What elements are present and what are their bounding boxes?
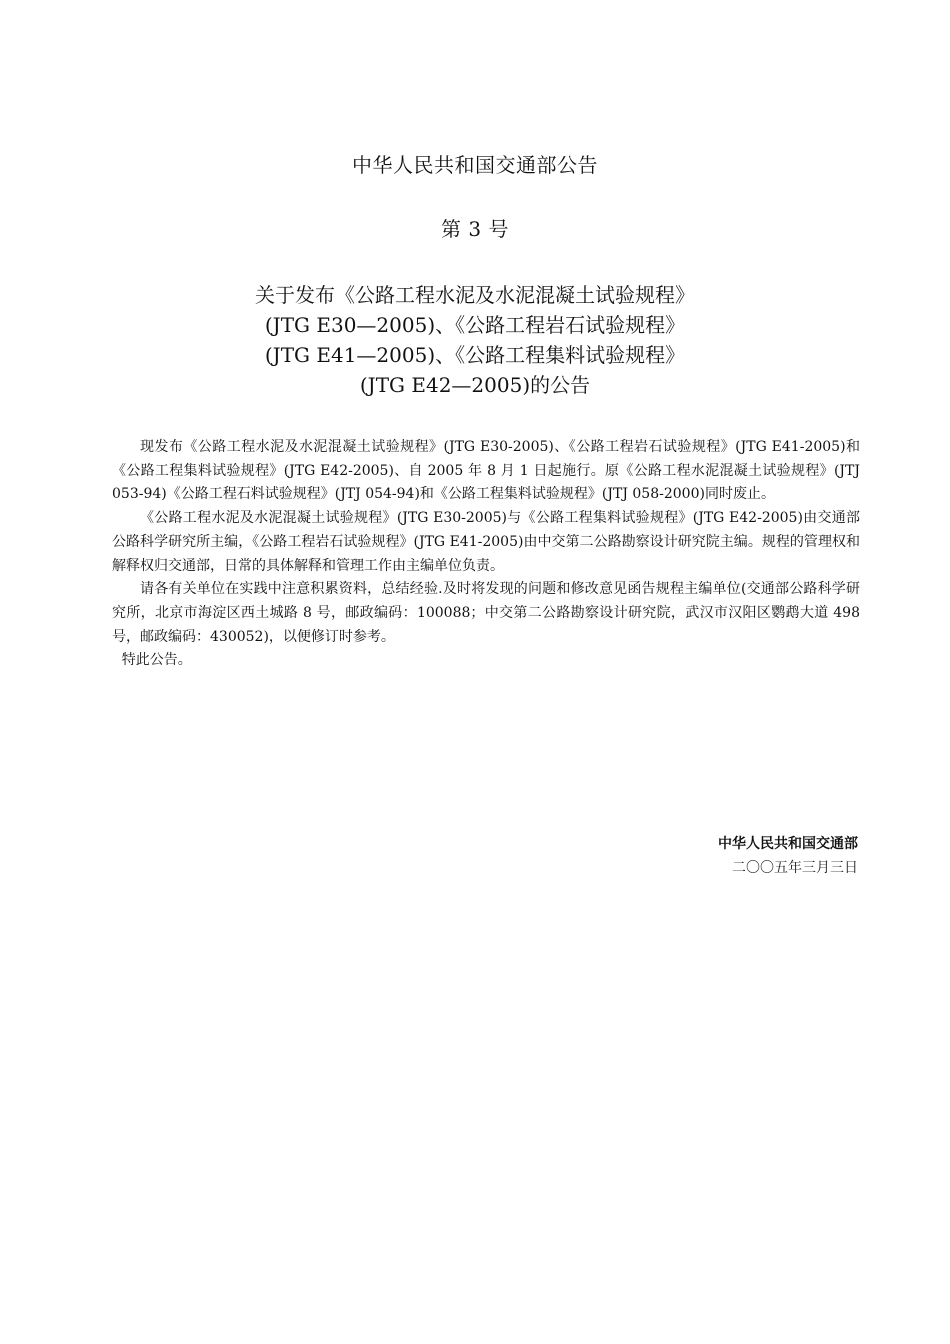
body-paragraph: 《公路工程水泥及水泥混凝土试验规程》(JTG E30-2005)与《公路工程集料试验规程》(JTG E42-2005)由交通部公路科学研究所主编，《公路工程岩石试验规程》(JTG E41-2005)由中交第二公路勘察设计研究院主编。规程的管理权和解释权归交通部，日常的具体解释和管理工作由主编单位负责。: [112, 510, 860, 574]
announcement-body: [112, 436, 860, 673]
announcement-title: [0, 280, 950, 400]
title-line: 关于发布《公路工程水泥及水泥混凝土试验规程》: [255, 283, 695, 307]
title-line: (JTG E42—2005)的公告: [359, 373, 591, 397]
title-line: (JTG E41—2005)、《公路工程集料试验规程》: [264, 343, 686, 367]
signature-date: 二〇〇五年三月三日: [732, 860, 858, 876]
closing-statement: 特此公告。: [121, 652, 192, 669]
body-paragraph: 现发布《公路工程水泥及水泥混凝土试验规程》(JTG E30-2005)、《公路工程岩石试验规程》(JTG E41-2005)和《公路工程集料试验规程》(JTG E42-2005)、自 2005 年 8 月 1 日起施行。原《公路工程水泥混凝土试验规程》(JTJ 053-94)《公路工程石料试验规程》(JTJ 054-94)和《公路工程集料试验规程》(JTJ 058-2000)同时废止。: [112, 439, 860, 503]
signature-organization: 中华人民共和国交通部: [718, 836, 858, 852]
body-paragraph: 请各有关单位在实践中注意积累资料，总结经验.及时将发现的问题和修改意见函告规程主编单位(交通部公路科学研究所，北京市海淀区西土城路 8 号，邮政编码：100088；中交第二公路勘察设计研究院，武汉市汉阳区鹦鹉大道 498 号，邮政编码：430052)，以便修订时参考。: [112, 581, 860, 645]
issuing-authority-heading: 中华人民共和国交通部公告: [352, 153, 598, 177]
signature-block: [718, 832, 858, 880]
announcement-number: 第 3 号: [441, 217, 509, 241]
title-line: (JTG E30—2005)、《公路工程岩石试验规程》: [264, 313, 686, 337]
